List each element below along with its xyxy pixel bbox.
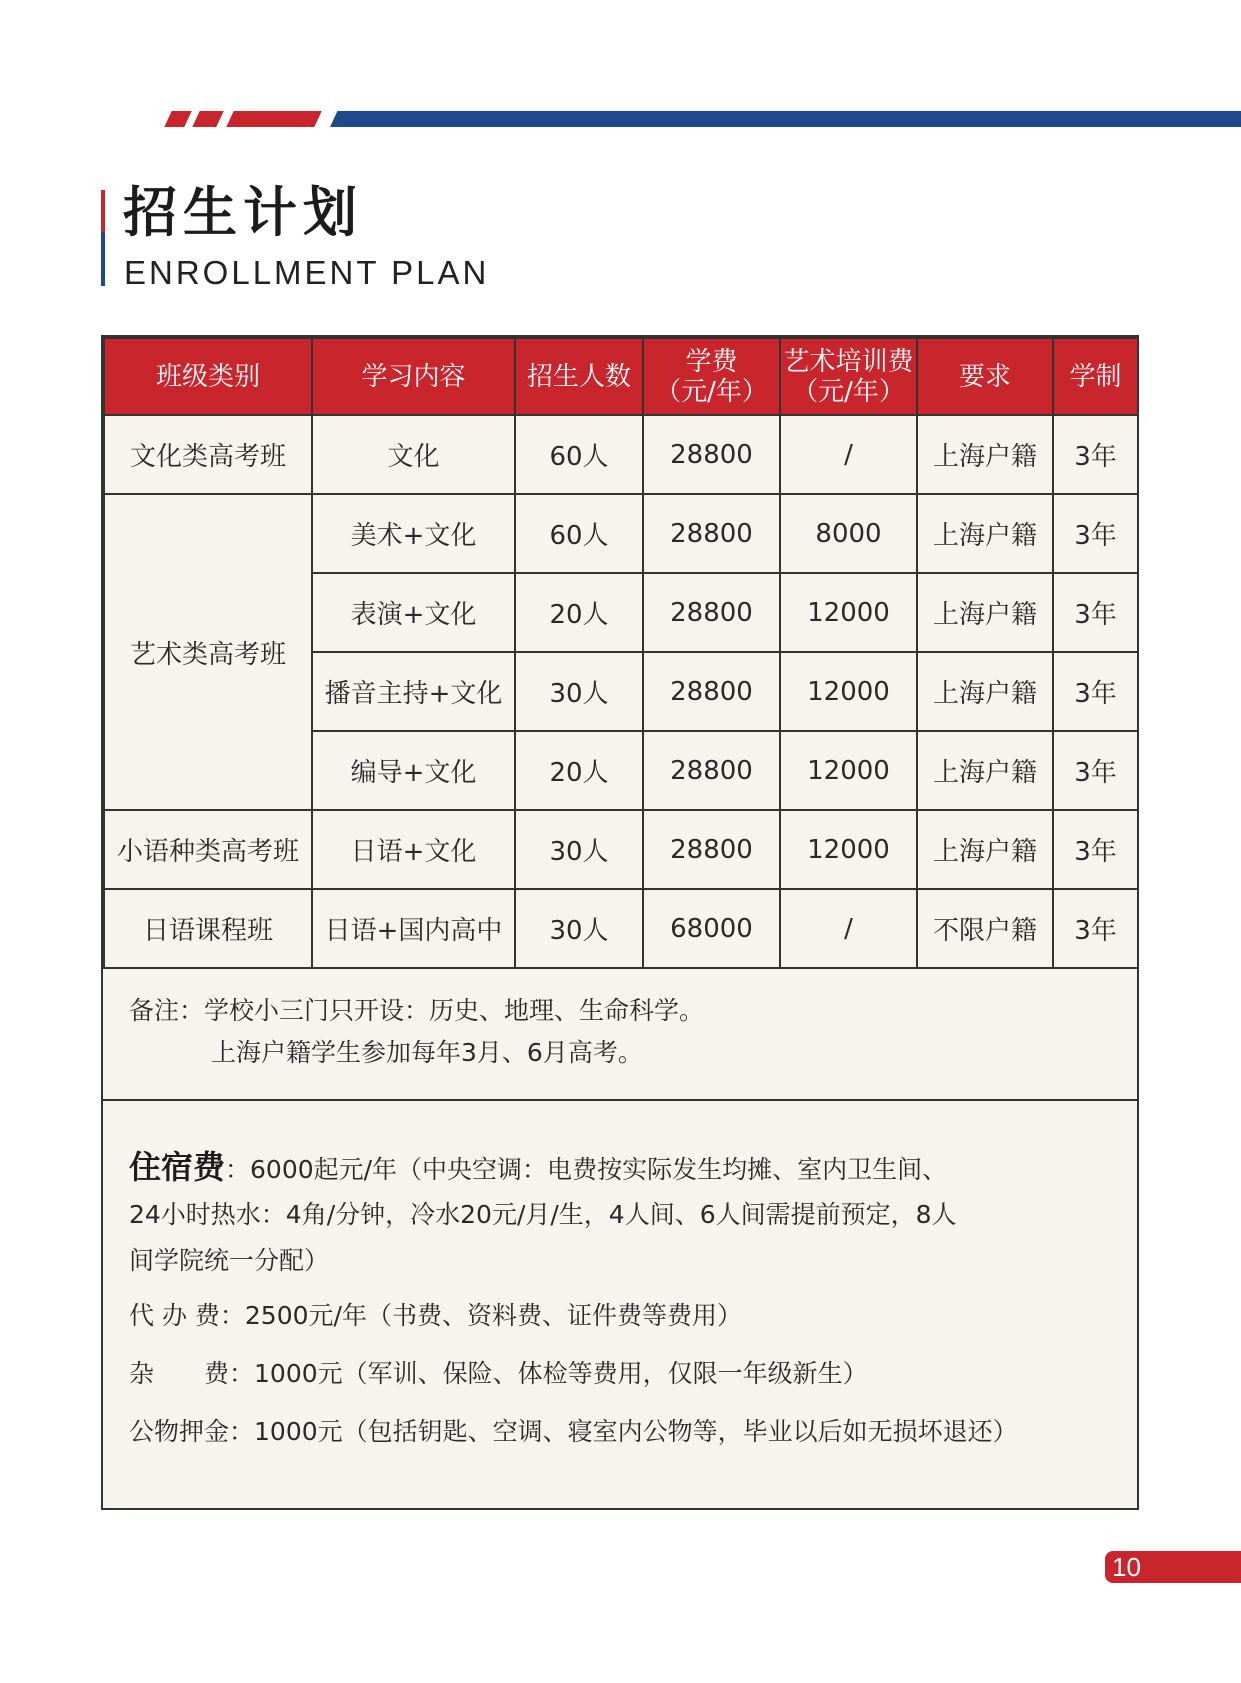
cell-category: 艺术类高考班 <box>104 494 312 810</box>
cell-requirement: 上海户籍 <box>917 573 1053 652</box>
header-stripe-segment <box>226 111 321 127</box>
cell-count: 60人 <box>515 494 643 573</box>
cell-years: 3年 <box>1053 494 1138 573</box>
remarks-line: 上海户籍学生参加每年3月、6月高考。 <box>211 1038 643 1067</box>
fee-housing-line2: 24小时热水：4角/分钟，冷水20元/月/生，4人间、6人间需提前预定，8人 <box>129 1200 957 1229</box>
cell-years: 3年 <box>1053 415 1138 494</box>
cell-count: 30人 <box>515 652 643 731</box>
cell-category: 小语种类高考班 <box>104 810 312 889</box>
cell-requirement: 上海户籍 <box>917 415 1053 494</box>
header-art-fee <box>780 338 917 415</box>
table-row <box>104 889 1138 968</box>
cell-tuition: 28800 <box>643 652 780 731</box>
header-category: 班级类别 <box>104 338 312 415</box>
header-stripe-segment <box>192 111 223 127</box>
fee-deposit-label: 公物押金 <box>129 1417 230 1446</box>
fee-housing-label: 住宿费 <box>129 1148 226 1186</box>
fee-agency-text: ：2500元/年（书费、资料费、证件费等费用） <box>219 1301 742 1330</box>
table-row <box>104 494 1138 573</box>
page-title: 招生计划 <box>123 181 363 244</box>
header-requirement: 要求 <box>917 338 1053 415</box>
cell-category: 文化类高考班 <box>104 415 312 494</box>
fee-housing-text: ：6000起元/年（中央空调：电费按实际发生均摊、室内卫生间、 <box>225 1155 948 1184</box>
title-accent-red <box>101 190 105 232</box>
cell-years: 3年 <box>1053 652 1138 731</box>
header-stripe-bar <box>330 111 1241 127</box>
cell-tuition: 28800 <box>643 415 780 494</box>
cell-tuition: 28800 <box>643 731 780 810</box>
header-stripe-segment <box>164 111 191 127</box>
cell-requirement: 上海户籍 <box>917 652 1053 731</box>
cell-art-fee: 8000 <box>780 494 917 573</box>
header-tuition-line1: 学费 <box>685 346 738 377</box>
cell-tuition: 28800 <box>643 494 780 573</box>
header-tuition <box>643 338 780 415</box>
cell-years: 3年 <box>1053 810 1138 889</box>
cell-tuition: 68000 <box>643 889 780 968</box>
fee-misc-text: ：1000元（军训、保险、体检等费用，仅限一年级新生） <box>229 1359 868 1388</box>
header-content: 学习内容 <box>312 338 515 415</box>
cell-years: 3年 <box>1053 731 1138 810</box>
cell-requirement: 上海户籍 <box>917 494 1053 573</box>
fee-misc <box>129 1348 1119 1400</box>
cell-count: 30人 <box>515 889 643 968</box>
cell-content: 日语+国内高中 <box>312 889 515 968</box>
header-tuition-line2: （元/年） <box>655 376 768 407</box>
cell-art-fee: / <box>780 415 917 494</box>
cell-content: 文化 <box>312 415 515 494</box>
header-art-fee-line2: （元/年） <box>792 376 905 407</box>
header-art-fee-line1: 艺术培训费 <box>783 346 914 377</box>
cell-requirement: 不限户籍 <box>917 889 1053 968</box>
cell-content: 播音主持+文化 <box>312 652 515 731</box>
cell-count: 20人 <box>515 573 643 652</box>
cell-years: 3年 <box>1053 889 1138 968</box>
cell-tuition: 28800 <box>643 573 780 652</box>
cell-tuition: 28800 <box>643 810 780 889</box>
cell-art-fee: / <box>780 889 917 968</box>
table-row <box>104 810 1138 889</box>
cell-count: 20人 <box>515 731 643 810</box>
title-accent-blue <box>101 232 105 286</box>
cell-art-fee: 12000 <box>780 810 917 889</box>
fee-deposit-text: ：1000元（包括钥匙、空调、寝室内公物等，毕业以后如无损坏退还） <box>229 1417 1018 1446</box>
fees-section <box>129 1145 1119 1458</box>
table-row <box>104 415 1138 494</box>
fee-housing-line3: 间学院统一分配） <box>129 1246 330 1275</box>
header-count: 招生人数 <box>515 338 643 415</box>
enrollment-panel <box>101 335 1139 1510</box>
cell-category: 日语课程班 <box>104 889 312 968</box>
cell-content: 美术+文化 <box>312 494 515 573</box>
cell-count: 60人 <box>515 415 643 494</box>
page-number: 10 <box>1112 1552 1141 1582</box>
remarks-line: 备注：学校小三门只开设：历史、地理、生命科学。 <box>129 996 705 1025</box>
fee-deposit <box>129 1406 1119 1458</box>
cell-content: 编导+文化 <box>312 731 515 810</box>
cell-requirement: 上海户籍 <box>917 810 1053 889</box>
enrollment-table <box>103 337 1139 969</box>
cell-requirement: 上海户籍 <box>917 731 1053 810</box>
fee-agency <box>129 1290 1119 1342</box>
cell-art-fee: 12000 <box>780 731 917 810</box>
fee-agency-label: 代 办 费 <box>129 1301 220 1330</box>
cell-art-fee: 12000 <box>780 573 917 652</box>
fee-housing <box>129 1145 1119 1192</box>
cell-art-fee: 12000 <box>780 652 917 731</box>
fee-misc-label: 杂 费 <box>129 1359 230 1388</box>
cell-years: 3年 <box>1053 573 1138 652</box>
cell-count: 30人 <box>515 810 643 889</box>
remarks-section <box>103 968 1137 1101</box>
cell-content: 表演+文化 <box>312 573 515 652</box>
cell-content: 日语+文化 <box>312 810 515 889</box>
page-subtitle: ENROLLMENT PLAN <box>124 254 490 291</box>
table-header-row <box>104 338 1138 415</box>
header-years: 学制 <box>1053 338 1138 415</box>
